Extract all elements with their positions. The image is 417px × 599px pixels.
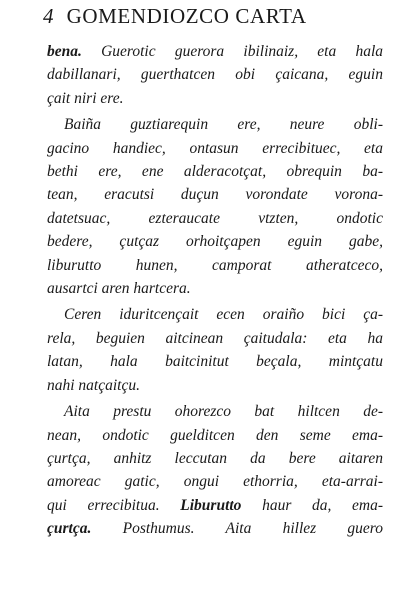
emphasized-word: çurtça. — [47, 520, 92, 538]
text-line: latan, hala baitcinitut beçala, mintçatu — [47, 353, 383, 371]
text-line: rela, beguien aitcinean çaitudala: eta ha — [47, 329, 383, 347]
text-line: çait niri ere. — [47, 89, 124, 107]
text-line: Aita prestu ohorezco bat hiltcen de- — [64, 403, 383, 421]
text-line: bedere, çutçaz orhoitçapen eguin gabe, — [47, 233, 383, 251]
text-line: nean, ondotic guelditcen den seme ema- — [47, 426, 383, 444]
emphasized-word: bena. — [47, 43, 82, 60]
text-line: tean, eracutsi duçun vorondate vorona- — [47, 186, 383, 204]
text-line: amoreac gatic, ongui ethorria, eta-arrai- — [47, 473, 383, 491]
text-line: liburutto hunen, camporat atheratceco, — [47, 256, 383, 274]
text-line: Baiña guztiarequin ere, neure obli- — [64, 116, 383, 134]
emphasized-word: Liburutto — [180, 496, 242, 514]
body-text — [47, 40, 383, 541]
text-line: datetsuac, ezteraucate vtzten, ondotic — [47, 209, 383, 227]
text-line: bethi ere, ene alderacotçat, obrequin ba- — [47, 163, 383, 181]
text-line: Ceren iduritcençait ecen oraiño bici ça- — [64, 306, 383, 324]
text-line: qui errecibitua. Liburutto haur da, ema- — [47, 496, 383, 514]
page-number: 4 — [43, 4, 54, 28]
page-header — [43, 4, 403, 34]
running-title: GOMENDIOZCO CARTA — [66, 4, 307, 28]
text-line: dabillanari, guerthatcen obi çaicana, eguin — [47, 66, 383, 84]
text-line: bena. Guerotic guerora ibilinaiz, eta hala — [47, 43, 383, 60]
text-line: gacino handiec, ontasun errecibituec, eta — [47, 139, 383, 157]
text-line: ausartci aren hartcera. — [47, 280, 191, 298]
text-line: çurtça. Posthumus. Aita hillez guero — [47, 520, 383, 538]
text-line: nahi natçaitçu. — [47, 376, 140, 394]
text-line: çurtça, anhitz leccutan da bere aitaren — [47, 449, 383, 467]
